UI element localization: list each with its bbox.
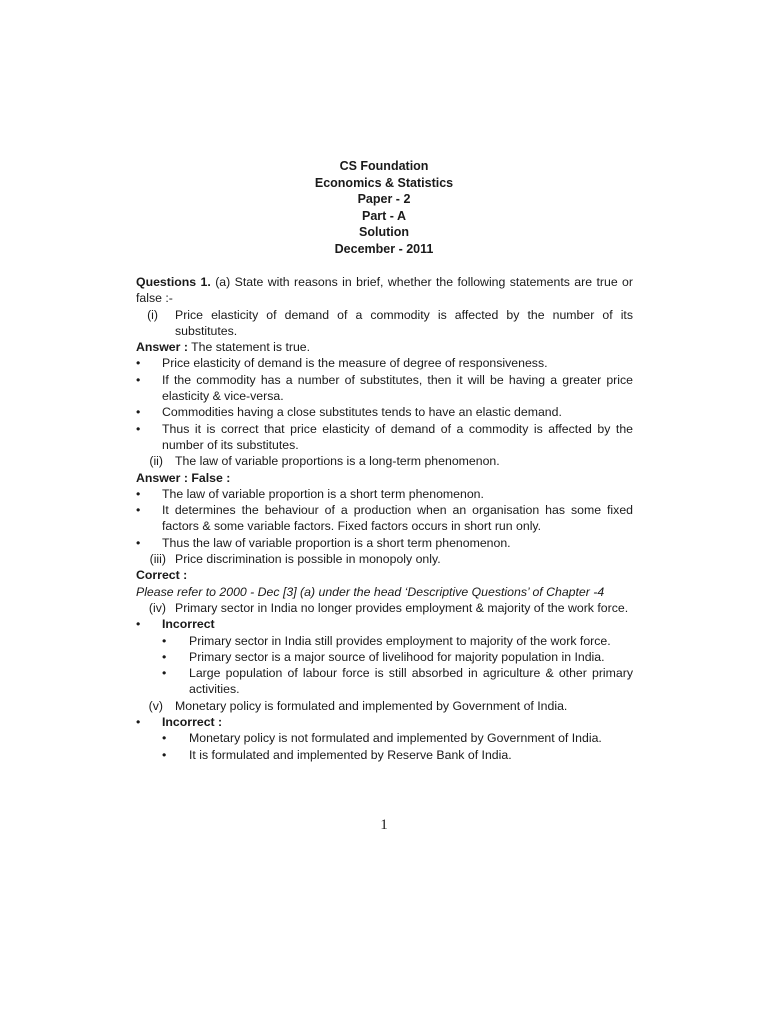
list-item <box>136 665 633 698</box>
reference-note: Please refer to 2000 - Dec [3] (a) under the head ‘Descriptive Questions’ of Chapter -4 <box>136 584 605 599</box>
bullet-icon: • <box>162 666 167 681</box>
bullet-icon: • <box>136 486 141 501</box>
list-item <box>136 535 633 551</box>
bullet-icon: • <box>136 356 141 371</box>
statement-ii <box>136 453 633 469</box>
list-item-text: Large population of labour force is still absorbed in agriculture & other primary activities. <box>189 666 633 697</box>
list-item-text: Primary sector in India still provides employment to majority of the work force. <box>189 633 611 648</box>
list-item <box>136 747 633 763</box>
statement-number: (iii) <box>149 552 166 567</box>
answer-i <box>136 339 633 355</box>
answer-text: The statement is true. <box>187 340 311 355</box>
list-item <box>136 355 633 371</box>
question-text: (a) State with reasons in brief, whether the following statements are true or false :- <box>136 275 633 306</box>
statement-iii <box>136 551 633 567</box>
list-item <box>136 404 633 420</box>
document-header <box>0 158 768 257</box>
list-item-text: Monetary policy is not formulated and implemented by Government of India. <box>189 731 602 746</box>
list-item-text: The law of variable proportion is a short term phenomenon. <box>162 486 484 501</box>
header-solution: Solution <box>359 225 409 239</box>
statement-number: (v) <box>148 698 163 713</box>
list-item-text: Commodities having a close substitutes tends to have an elastic demand. <box>162 405 562 420</box>
bullet-icon: • <box>136 535 141 550</box>
question-label: Questions 1. <box>136 275 211 289</box>
answer-iv <box>136 616 633 632</box>
header-part: Part - A <box>362 208 406 223</box>
statement-text: The law of variable proportions is a long-term phenomenon. <box>175 454 500 469</box>
list-item-text: Price elasticity of demand is the measure of degree of responsiveness. <box>162 356 548 371</box>
bullet-icon: • <box>162 731 167 746</box>
statement-text: Price elasticity of demand of a commodity is affected by the number of its substitutes. <box>175 307 633 338</box>
statement-v <box>136 698 633 714</box>
header-date: December - 2011 <box>334 241 434 256</box>
statement-i <box>136 307 633 340</box>
list-item <box>136 486 633 502</box>
header-course: CS Foundation <box>339 159 429 173</box>
statement-number: (iv) <box>148 600 166 615</box>
list-item <box>136 633 633 649</box>
statement-number: (i) <box>147 307 158 322</box>
bullet-icon: • <box>162 649 167 664</box>
statement-iv <box>136 600 633 616</box>
answer-label: Answer : <box>136 340 188 355</box>
list-item-text: It determines the behaviour of a production when an organisation has some fixed factors & some variable factors. Fixed factors occurs in short run only. <box>162 503 633 534</box>
header-subject: Economics & Statistics <box>314 175 454 190</box>
list-item <box>136 421 633 454</box>
bullet-icon: • <box>162 747 167 762</box>
bullet-icon: • <box>136 405 141 420</box>
bullet-icon: • <box>136 372 141 387</box>
list-item-text: Thus it is correct that price elasticity of demand of a commodity is affected by the number of its substitutes. <box>162 421 633 452</box>
statement-number: (ii) <box>149 454 163 469</box>
header-paper: Paper - 2 <box>357 192 411 206</box>
document-body <box>136 274 633 763</box>
question-1 <box>136 274 633 307</box>
list-item <box>136 372 633 405</box>
page-number: 1 <box>380 817 388 833</box>
answer-label: Incorrect <box>162 617 215 632</box>
list-item <box>136 730 633 746</box>
answer-v <box>136 714 633 730</box>
statement-text: Monetary policy is formulated and implemented by Government of India. <box>175 698 568 713</box>
statement-text: Price discrimination is possible in monopoly only. <box>175 552 441 567</box>
list-item-text: It is formulated and implemented by Reserve Bank of India. <box>189 747 512 762</box>
bullet-icon: • <box>136 421 141 436</box>
answer-ii: Answer : False : <box>136 470 231 485</box>
list-item <box>136 649 633 665</box>
list-item-text: Thus the law of variable proportion is a short term phenomenon. <box>162 535 511 550</box>
answer-iii: Correct : <box>136 568 188 583</box>
list-item-text: If the commodity has a number of substitutes, then it will be having a greater price elasticity & vice-versa. <box>162 372 633 404</box>
bullet-icon: • <box>136 503 141 518</box>
answer-label: Incorrect : <box>162 715 223 730</box>
bullet-icon: • <box>162 633 167 648</box>
list-item-text: Primary sector is a major source of livelihood for majority population in India. <box>189 649 605 664</box>
bullet-icon: • <box>136 715 141 730</box>
statement-text: Primary sector in India no longer provides employment & majority of the work force. <box>175 600 629 615</box>
list-item <box>136 502 633 535</box>
bullet-icon: • <box>136 617 141 632</box>
